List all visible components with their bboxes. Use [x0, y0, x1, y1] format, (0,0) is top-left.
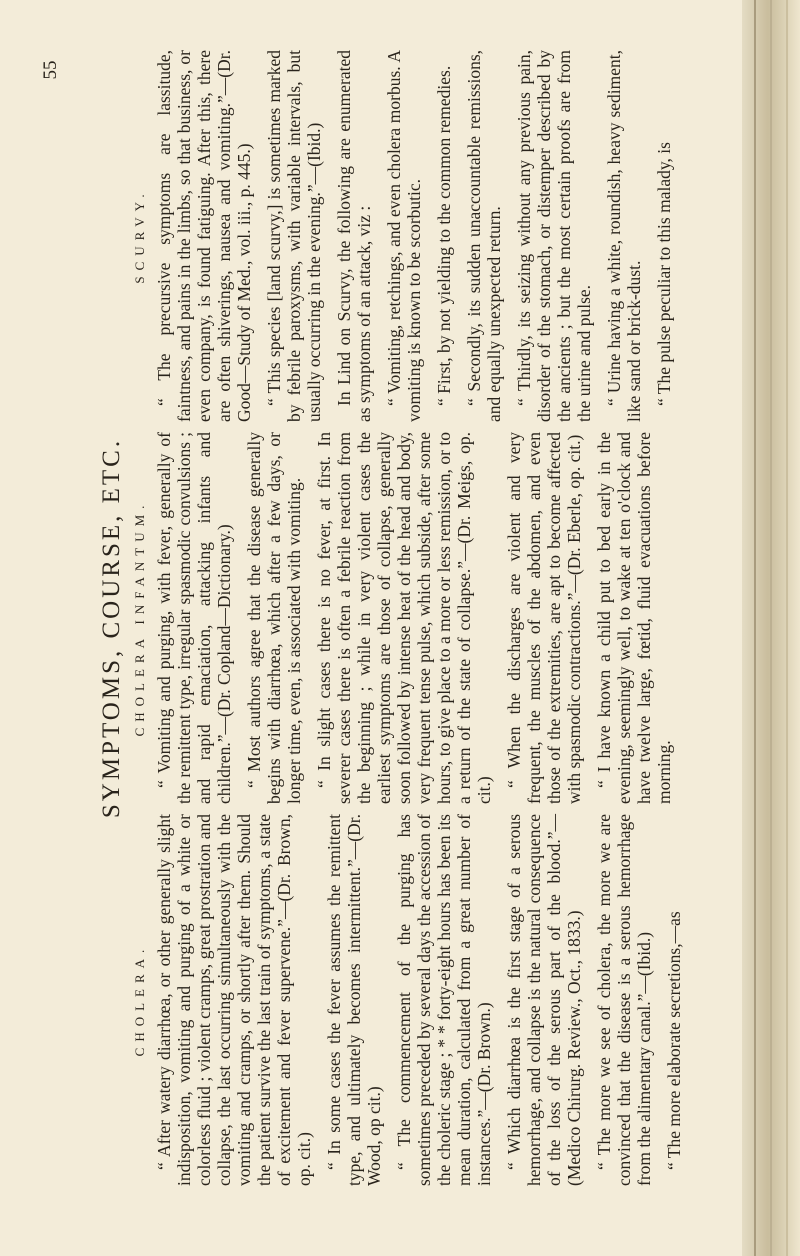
- column-heading: CHOLERA INFANTUM.: [132, 499, 147, 737]
- paragraph: “ Which diarrhœa is the first stage of a serous hemorrhage, and collapse is the natural consequence of the loss of the serous part of the blood.”—(Medico Chirurg. Review., Oct., 1833.): [504, 814, 584, 1186]
- column-heading: SCURVY.: [132, 188, 147, 284]
- page-number: 55: [40, 60, 61, 80]
- paragraph: “ In slight cases there is no fever, at first. In severer cases there is often a febrile reaction from the beginning ; while in very violent cases the earliest symptoms are those of collapse, generally soon followed by intense heat of the head and body, very frequent tense pulse, which subside, after some hours, to give place to a more or less remission, or to a return of the state of collapse.”—(Dr. Meigs, op. cit.): [314, 432, 494, 804]
- paragraph: “ Thirdly, its seizing without any previous pain, disorder of the stomach, or distemper described by the ancients ; but the most certain proofs are from the urine and pulse.: [514, 50, 594, 422]
- page-edge-line: [754, 0, 756, 1256]
- paragraph: “ First, by not yielding to the common remedies.: [434, 65, 454, 406]
- column-heading: CHOLERA.: [132, 943, 147, 1057]
- page-edge-line: [786, 0, 788, 1256]
- paragraph: “ The precursive symptoms are lassitude, faintness, and pains in the limbs, so that business, or even company, is found fatiguing. After this, there are often shiverings, nausea and vomiting.”—(Dr. Good—Study of Med., vol. iii., p. 445.): [154, 50, 254, 422]
- paragraph: “ Vomiting and purging, with fever, generally of the remittent type, irregular spasmodic convulsions ; and rapid emaciation, attacking infants and children.”—(Dr. Copland—Dictionary.): [154, 432, 234, 804]
- paragraph: “ I have known a child put to bed early in the evening, seemingly well, to wake at ten o'clock and have twelve large, fœtid, fluid evacuations before morning.: [594, 432, 674, 804]
- paragraph: “ Vomiting, retchings, and even cholera morbus. A vomiting is known to be scorbutic.: [384, 50, 424, 422]
- paragraph: “ The more we see of cholera, the more we are convinced that the disease is a serous hemorrhage from the alimentary canal.”—(Ibid.): [594, 814, 654, 1186]
- page-edge-line: [770, 0, 772, 1256]
- paragraph: “ The more elaborate secretions,—as: [664, 911, 684, 1170]
- paragraph: “ This species [land scurvy,] is sometimes marked by febrile paroxysms, with variable intervals, but usually occurring in the evening.”—(Ibid.): [264, 50, 324, 422]
- paragraph: “ In some cases the fever assumes the remittent type, and ultimately becomes intermittent.”—(Dr. Wood, op cit.): [324, 814, 384, 1186]
- paragraph: “ Urine having a white, roundish, heavy sediment, like sand or brick-dust.: [604, 50, 644, 422]
- column-scurvy: [132, 50, 684, 422]
- paragraph: “ After watery diarrhœa, or other generally slight indisposition, vomiting and purging of a white or colorless fluid ; violent cramps, great prostration and collapse, the last occurring simultaneously with the vomiting and cramps, or shortly after them. Should the patient survive the last train of symptoms, a state of excitement and fever supervene.”—(Dr. Brown, op. cit.): [154, 814, 314, 1186]
- column-cholera-infantum: [132, 432, 684, 804]
- paragraph: “ When the discharges are violent and very frequent, the muscles of the abdomen, and even those of the extremities, are apt to become affected with spasmodic contractions.”—(Dr. Eberle, op. cit.): [504, 432, 584, 804]
- running-head: SYMPTOMS, COURSE, ETC.: [98, 437, 125, 819]
- paragraph: In Lind on Scurvy, the following are enumerated as symptoms of an attack, viz :: [334, 50, 374, 422]
- paragraph: “ Most authors agree that the disease generally begins with diarrhœa, which after a few days, or longer time, even, is associated with vomiting.: [244, 432, 304, 804]
- paragraph: “ Secondly, its sudden unaccountable remissions, and equally unexpected return.: [464, 50, 504, 422]
- paragraph: “ The commencement of the purging has sometimes preceded by several days the accession of the choleric stage ; * * forty-eight hours has been its mean duration, calculated from a great number of instances.”—(Dr. Brown.): [394, 814, 494, 1186]
- column-cholera: [132, 814, 694, 1186]
- page-edge-binding: [742, 0, 800, 1256]
- paragraph: “ The pulse peculiar to this malady, is: [654, 142, 674, 406]
